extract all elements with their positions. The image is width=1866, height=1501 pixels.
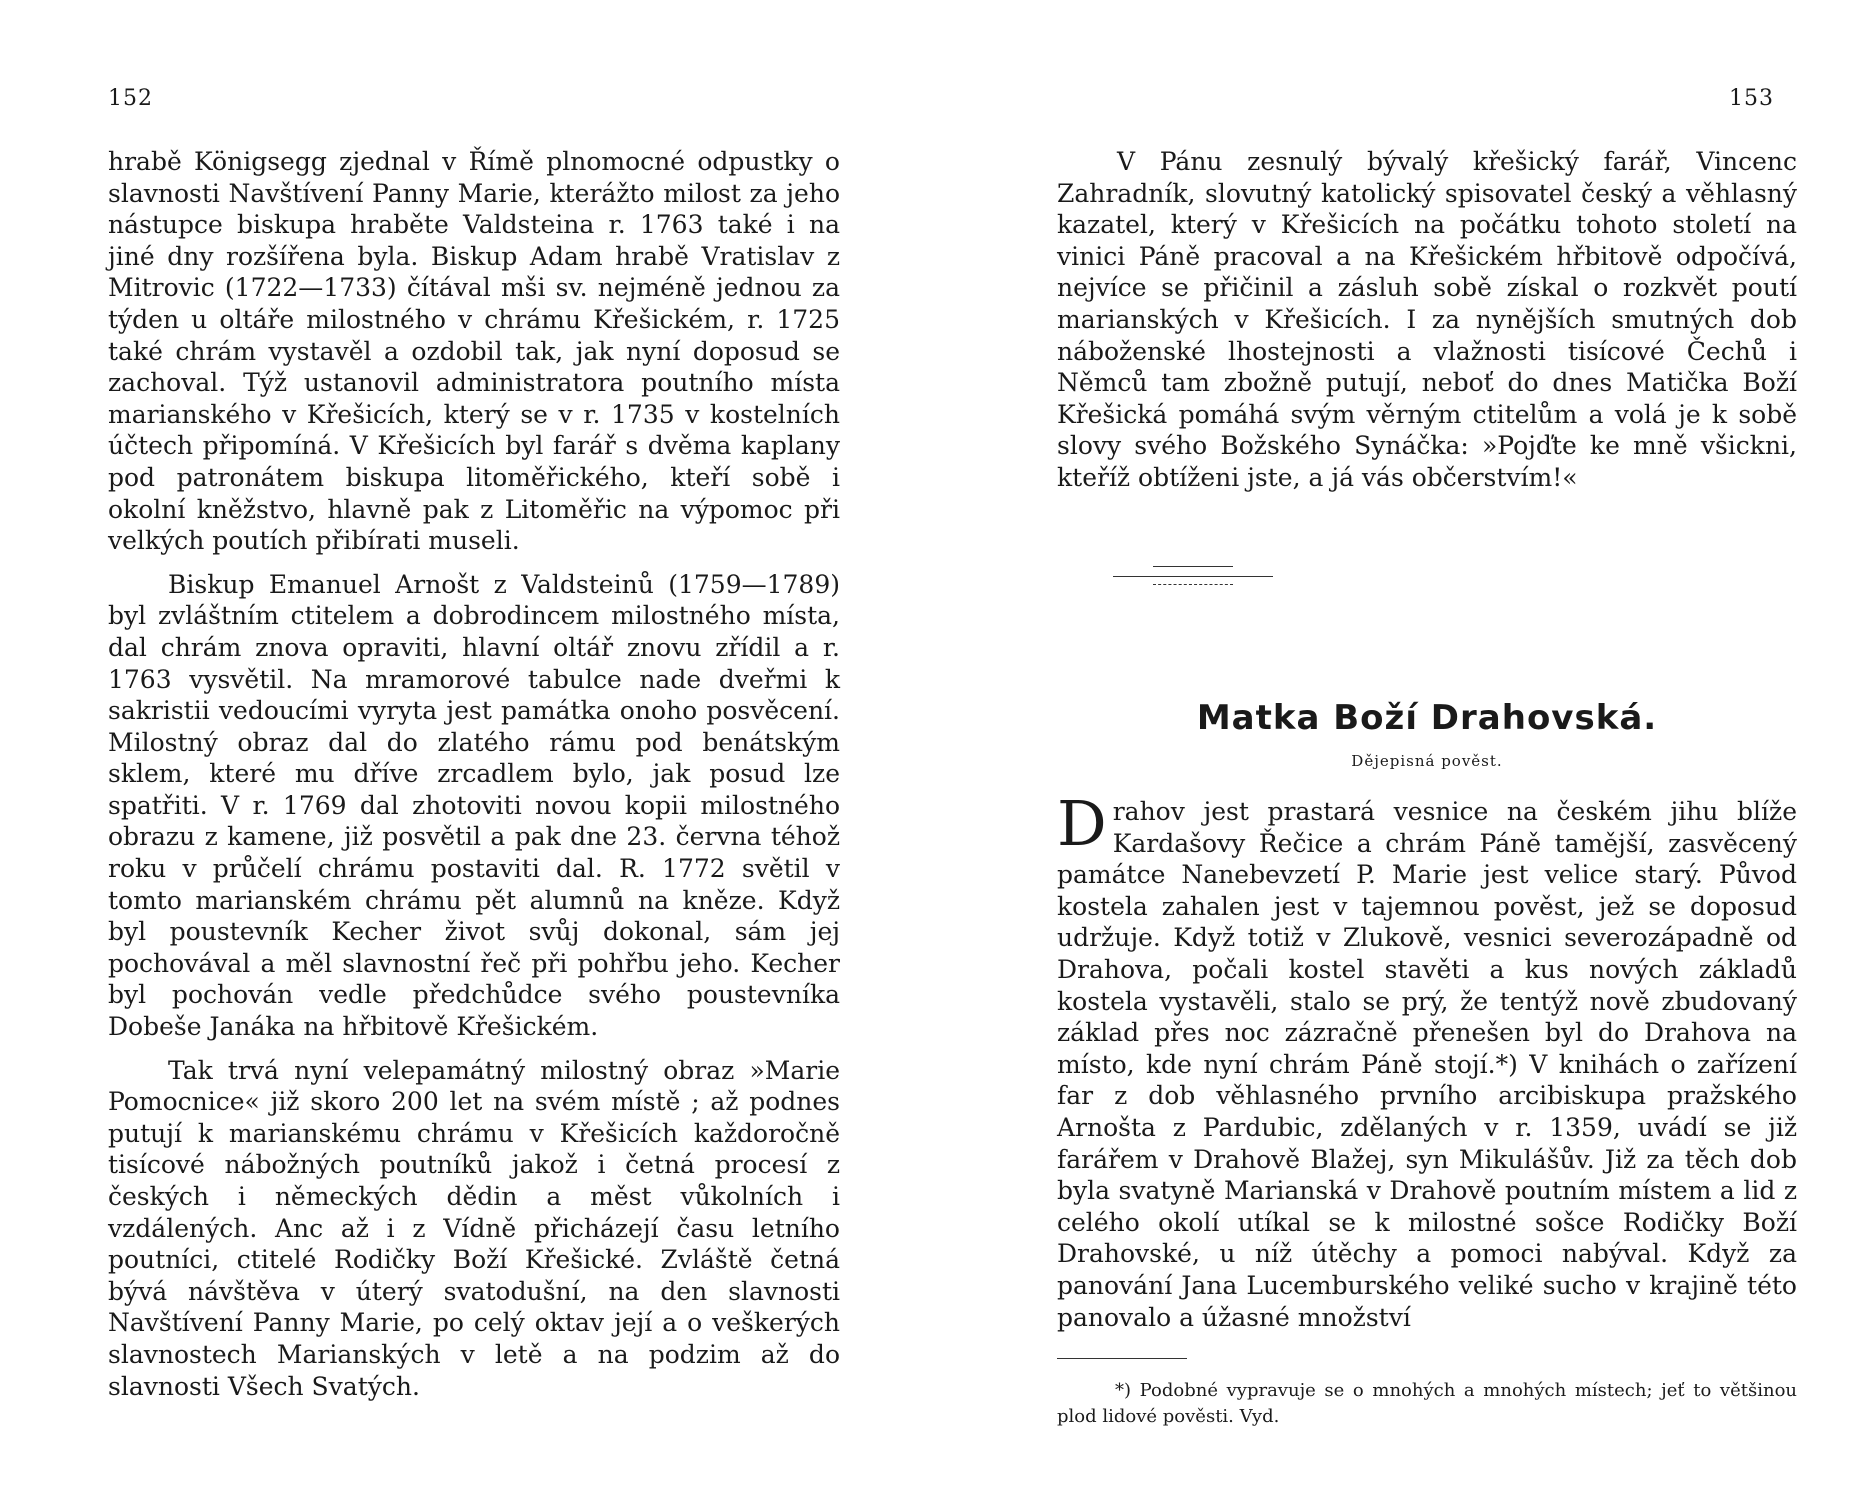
- left-text-column: [108, 146, 840, 1414]
- footnote-rule: [1057, 1358, 1187, 1359]
- story-body: rahov jest prastará vesnice na českém jihu blíže Kardašovy Řečice a chrám Páně tamější, zasvěcený památce Nanebevzetí P. Marie jest velice starý. Původ kostela zahalen jest v tajemnou pověst, jež se doposud udržuje. Když totiž v Zlukově, vesnici severozápadně od Drahova, počali kostel stavěti a kus nových základů kostela vystavěli, stalo se prý, že tentýž nově zbudovaný základ přes noc zázračně přenešen byl do Drahova na místo, kde nyní chrám Páně stojí.*) V knihách o zařízení far z dob věhlasného prvního arcibiskupa pražského Arnošta z Pardubic, zdělaných v r. 1359, uvádí se již farářem v Drahově Blažej, syn Mikulášův. Již za těch dob byla svatyně Marianská v Drahově poutním místem a lid z celého okolí utíkal se k milostné sošce Rodičky Boží Drahovské, u níž útěchy a pomoci nabýval. Když za panování Jana Lucemburského veliké sucho v krajině této panovalo a úžasné množství: [1057, 797, 1797, 1332]
- page-number-right: 153: [1729, 86, 1774, 111]
- drop-cap: D: [1057, 787, 1107, 860]
- footnote-text: *) Podobné vypravuje se o mnohých a mnohých místech; jeť to většinou plod lidové pověsti. Vyd.: [1057, 1380, 1797, 1427]
- section-subtitle: Dějepisná pověst.: [1351, 752, 1503, 770]
- paragraph: hrabě Königsegg zjednal v Římě plnomocné odpustky o slavnosti Navštívení Panny Marie, kterážto milost za jeho nástupce biskupa hraběte Valdsteina r. 1763 také i na jiné dny rozšířena byla. Biskup Adam hrabě Vratislav z Mitrovic (1722—1733) čítával mši sv. nejméně jednou za týden u oltáře milostného v chrámu Křešickém, r. 1725 také chrám vystavěl a ozdobil tak, jak nyní doposud se zachoval. Týž ustanovil administratora poutního místa marianského v Křešicích, který se v r. 1735 v kostelních účtech připomíná. V Křešicích byl farář s dvěma kaplany pod patronátem biskupa litoměřického, kteří sobě i okolní kněžstvo, hlavně pak z Litoměřic na výpomoc při velkých poutích přibírati museli.: [108, 147, 840, 556]
- footnote: [1057, 1378, 1797, 1430]
- story-text: [1057, 787, 1797, 1333]
- paragraph: V Pánu zesnulý bývalý křešický farář, Vincenc Zahradník, slovutný katolický spisovatel český a věhlasný kazatel, který v Křešicích na počátku tohoto století na vinici Páně pracoval a na Křešickém hřbitově odpočívá, nejvíce se přičinil a zásluh sobě získal o rozkvět poutí marianských v Křešicích. I za nynějších smutných dob náboženské lhostejnosti a vlažnosti tisícové Čechů i Němců tam zbožně putují, neboť do dnes Matička Boží Křešická pomáhá svým věrným ctitelům a volá je k sobě slovy svého Božského Synáčka: »Pojďte ke mně všickni, kteříž obtíženi jste, a já vás občerstvím!«: [1057, 147, 1797, 492]
- right-page: [933, 0, 1866, 1501]
- right-text-column: [1057, 146, 1797, 506]
- paragraph: Biskup Emanuel Arnošt z Valdsteinů (1759—1789) byl zvláštním ctitelem a dobrodincem milostného místa, dal chrám znova opraviti, hlavní oltář znovu zřídil a r. 1763 vysvětil. Na mramorové tabulce nade dveřmi k sakristii vedoucími vyryta jest památka onoho posvěcení. Milostný obraz dal do zlatého rámu pod benátským sklem, které mu dříve zrcadlem bylo, jak posud lze spatřiti. V r. 1769 dal zhotoviti novou kopii milostného obrazu z kamene, již posvětil a pak dne 23. června téhož roku v průčelí chrámu postaviti dal. R. 1772 světil v tomto marianském chrámu pět alumnů na kněze. Když byl poustevník Kecher život svůj dokonal, sám jej pochovával a měl slavnostní řeč při pohřbu jeho. Kecher byl pochován vedle předchůdce svého poustevníka Dobeše Janáka na hřbitově Křešickém.: [108, 569, 840, 1042]
- paragraph: Tak trvá nyní velepamátný milostný obraz »Marie Pomocnice« již skoro 200 let na svém místě ; až podnes putují k marianskému chrámu v Křešicích každoročně tisícové nábožných poutníků jakož i četná procesí z českých i německých dědin a měst vůkolních i vzdálených. Anc až i z Vídně přicházejí času letního poutníci, ctitelé Rodičky Boží Křešické. Zvláště četná bývá návštěva v úterý svatodušní, na den slavnosti Navštívení Panny Marie, po celý oktav její a o veškerých slavnostech Marianských v letě a na podzim až do slavnosti Všech Svatých.: [108, 1055, 840, 1401]
- page-number-left: 152: [108, 86, 153, 111]
- section-title: Matka Boží Drahovská.: [1196, 698, 1658, 738]
